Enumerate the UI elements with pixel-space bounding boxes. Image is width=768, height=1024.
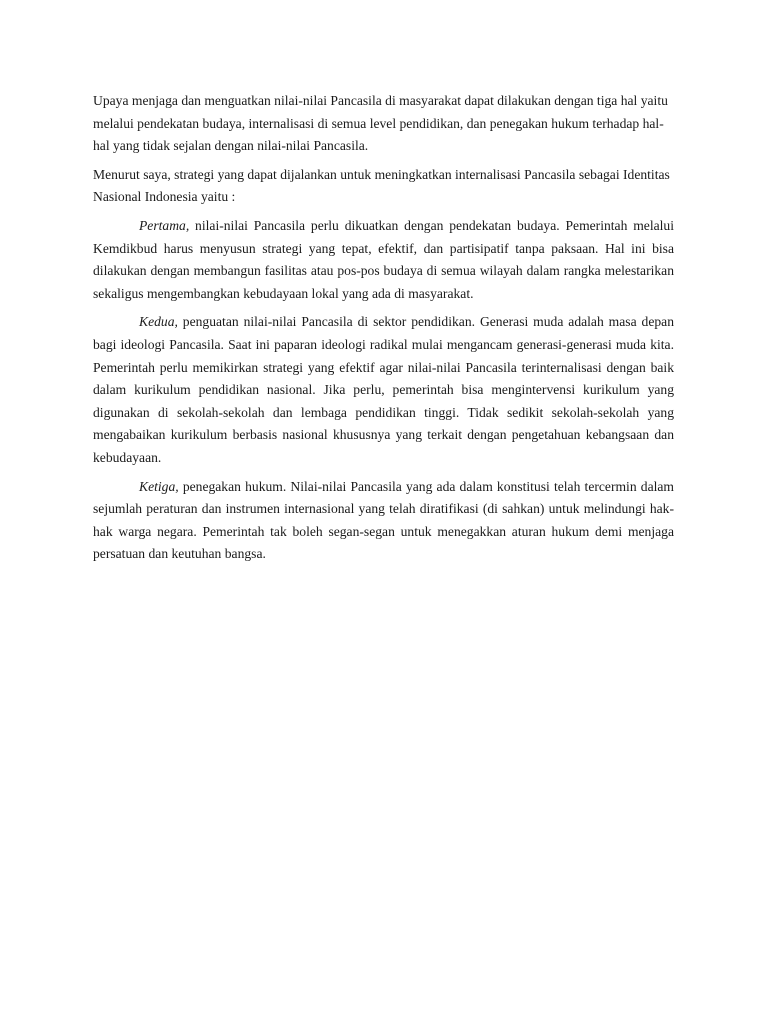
paragraph-first-text: nilai-nilai Pancasila perlu dikuatkan dengan pendekatan budaya. Pemerintah melalui Kemdikbud harus menyusun strategi yang tepat, efektif, dan partisipatif tanpa paksaan. Hal ini bisa dilakukan dengan membangun fasilitas atau pos-pos budaya di semua wilayah dalam rangka melestarikan sekaligus mengembangkan kebudayaan lokal yang ada di masyarakat.	[93, 217, 674, 301]
paragraph-third-lead: Ketiga,	[139, 478, 179, 494]
paragraph-second-strategy	[93, 311, 674, 469]
paragraph-first-strategy	[93, 215, 674, 305]
paragraph-intro-text: Upaya menjaga dan menguatkan nilai-nilai Pancasila di masyarakat dapat dilakukan dengan tiga hal yaitu melalui pendekatan budaya, internalisasi di semua level pendidikan, dan penegakan hukum terhadap hal-hal yang tidak sejalan dengan nilai-nilai Pancasila.	[93, 93, 668, 154]
paragraph-opinion	[93, 164, 674, 209]
paragraph-second-lead: Kedua,	[139, 314, 178, 330]
document-body	[93, 90, 674, 572]
paragraph-second-text: penguatan nilai-nilai Pancasila di sektor pendidikan. Generasi muda adalah masa depan bagi ideologi Pancasila. Saat ini paparan ideologi radikal mulai mengancam generasi-generasi muda kita. Pemerintah perlu memikirkan strategi yang efektif agar nilai-nilai Pancasila terinternalisasi dengan baik dalam kurikulum pendidikan nasional. Jika perlu, pemerintah bisa mengintervensi kurikulum yang digunakan di sekolah-sekolah dan lembaga pendidikan tinggi. Tidak sedikit sekolah-sekolah yang mengabaikan kurikulum berbasis nasional khususnya yang terkait dengan pengetahuan kebangsaan dan kebudayaan.	[93, 314, 674, 465]
paragraph-first-lead: Pertama,	[139, 217, 190, 233]
paragraph-opinion-text: Menurut saya, strategi yang dapat dijalankan untuk meningkatkan internalisasi Pancasila sebagai Identitas Nasional Indonesia yaitu :	[93, 166, 670, 205]
paragraph-intro	[93, 90, 674, 158]
paragraph-third-text: penegakan hukum. Nilai-nilai Pancasila yang ada dalam konstitusi telah tercermin dalam sejumlah peraturan dan instrumen internasional yang telah diratifikasi (di sahkan) untuk melindungi hak-hak warga negara. Pemerintah tak boleh segan-segan untuk menegakkan aturan hukum demi menjaga persatuan dan keutuhan bangsa.	[93, 478, 674, 562]
paragraph-third-strategy	[93, 476, 674, 566]
